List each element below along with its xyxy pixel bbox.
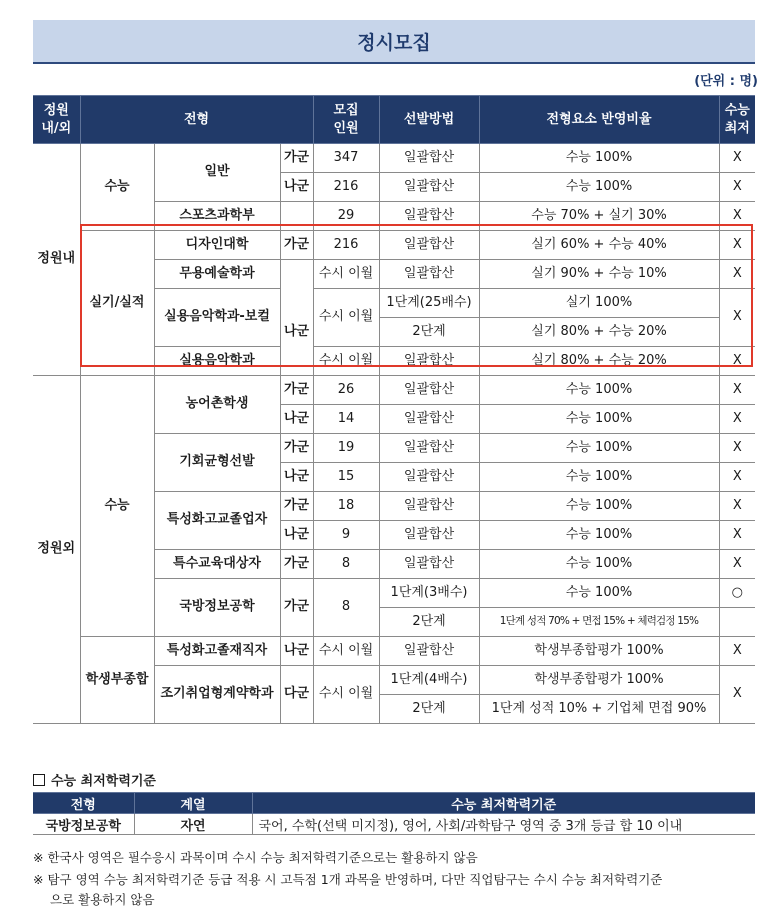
ratio-cell: 수능 100%: [479, 434, 719, 463]
ratio-cell: 실기 80% + 수능 20%: [479, 318, 719, 347]
method-cell: 일괄합산: [379, 260, 479, 289]
method-cell: 1단계(4배수): [379, 666, 479, 695]
group-cell: 가군: [280, 144, 313, 173]
count-cell: 수시 이월: [313, 347, 379, 376]
table-row: [33, 231, 755, 260]
method-cell: 일괄합산: [379, 521, 479, 550]
group-cell: 가군: [280, 550, 313, 579]
square-bullet-icon: [33, 774, 45, 786]
program-cell: 농어촌학생: [154, 376, 280, 434]
count-cell: 8: [313, 579, 379, 637]
criteria-field-cell: 자연: [134, 814, 252, 835]
category-cell: 수능: [80, 376, 154, 637]
group-cell: [280, 202, 313, 231]
ratio-cell: 수능 70% + 실기 30%: [479, 202, 719, 231]
ratio-cell: 학생부종합평가 100%: [479, 637, 719, 666]
count-cell: 9: [313, 521, 379, 550]
program-cell: 실용음악학과: [154, 347, 280, 376]
count-cell: 26: [313, 376, 379, 405]
count-cell: 수시 이월: [313, 289, 379, 347]
minimum-cell: X: [719, 173, 755, 202]
criteria-section-title: [33, 770, 156, 789]
ratio-cell: 수능 100%: [479, 550, 719, 579]
category-cell: 학생부종합: [80, 637, 154, 724]
count-cell: 216: [313, 231, 379, 260]
header-count: 모집 인원: [313, 96, 379, 144]
ratio-cell: 실기 60% + 수능 40%: [479, 231, 719, 260]
criteria-standard-cell: 국어, 수학(선택 미지정), 영어, 사회/과학탐구 영역 중 3개 등급 합 10 이내: [252, 814, 755, 835]
count-cell: 18: [313, 492, 379, 521]
group-cell: 다군: [280, 666, 313, 724]
method-cell: 일괄합산: [379, 173, 479, 202]
minimum-cell: X: [719, 463, 755, 492]
ratio-cell: 실기 100%: [479, 289, 719, 318]
method-cell: 2단계: [379, 608, 479, 637]
note-line: ※ 탐구 영역 수능 최저학력기준 등급 적용 시 고득점 1개 과목을 반영하며, 다만 직업탐구는 수시 수능 최저학력기준: [33, 872, 663, 887]
minimum-cell: X: [719, 260, 755, 289]
method-cell: 일괄합산: [379, 347, 479, 376]
ratio-cell: 실기 80% + 수능 20%: [479, 347, 719, 376]
group-cell: 가군: [280, 579, 313, 637]
program-cell: 특성화고졸재직자: [154, 637, 280, 666]
note-line: 으로 활용하지 않음: [50, 892, 155, 907]
program-cell: 실용음악학과-보컬: [154, 289, 280, 347]
program-cell: 특성화고교졸업자: [154, 492, 280, 550]
group-cell: 나군: [280, 405, 313, 434]
minimum-cell: X: [719, 550, 755, 579]
count-cell: 19: [313, 434, 379, 463]
program-cell: 일반: [154, 144, 280, 202]
header-minimum: 수능 최저: [719, 96, 755, 144]
group-cell: 가군: [280, 434, 313, 463]
ratio-cell: 수능 100%: [479, 521, 719, 550]
minimum-cell: X: [719, 231, 755, 260]
method-cell: 일괄합산: [379, 144, 479, 173]
table-row: [33, 144, 755, 173]
criteria-header-type: 전형: [33, 793, 134, 814]
method-cell: 일괄합산: [379, 231, 479, 260]
criteria-section-title-text: 수능 최저학력기준: [51, 774, 156, 789]
program-cell: 디자인대학: [154, 231, 280, 260]
header-quota: 정원 내/외: [33, 96, 80, 144]
header-ratio: 전형요소 반영비율: [479, 96, 719, 144]
table-row: [33, 637, 755, 666]
method-cell: 일괄합산: [379, 202, 479, 231]
program-cell: 조기취업형계약학과: [154, 666, 280, 724]
minimum-cell: X: [719, 405, 755, 434]
minimum-cell: X: [719, 347, 755, 376]
method-cell: 일괄합산: [379, 376, 479, 405]
table-row: [33, 376, 755, 405]
ratio-cell: 수능 100%: [479, 405, 719, 434]
table-header-row: [33, 96, 755, 144]
method-cell: 일괄합산: [379, 492, 479, 521]
count-cell: 8: [313, 550, 379, 579]
table-header-row: [33, 793, 755, 814]
minimum-cell: X: [719, 376, 755, 405]
category-cell: 실기/실적: [80, 231, 154, 376]
group-cell: 나군: [280, 260, 313, 376]
ratio-cell: 수능 100%: [479, 463, 719, 492]
count-cell: 216: [313, 173, 379, 202]
group-cell: 나군: [280, 173, 313, 202]
criteria-header-standard: 수능 최저학력기준: [252, 793, 755, 814]
ratio-cell: 수능 100%: [479, 579, 719, 608]
method-cell: 일괄합산: [379, 550, 479, 579]
criteria-type-cell: 국방정보공학: [33, 814, 134, 835]
minimum-cell: X: [719, 202, 755, 231]
method-cell: 일괄합산: [379, 463, 479, 492]
method-cell: 1단계(3배수): [379, 579, 479, 608]
page-title: 정시모집: [33, 20, 755, 64]
ratio-cell: 학생부종합평가 100%: [479, 666, 719, 695]
group-cell: 나군: [280, 521, 313, 550]
group-cell: 가군: [280, 231, 313, 260]
minimum-cell: X: [719, 289, 755, 347]
method-cell: 2단계: [379, 318, 479, 347]
minimum-cell: X: [719, 144, 755, 173]
criteria-header-field: 계열: [134, 793, 252, 814]
minimum-cell: X: [719, 521, 755, 550]
method-cell: 일괄합산: [379, 405, 479, 434]
minimum-cell: X: [719, 434, 755, 463]
ratio-cell: 1단계 성적 70% + 면접 15% + 체력검정 15%: [479, 608, 719, 637]
criteria-table: [33, 792, 755, 835]
method-cell: 1단계(25배수): [379, 289, 479, 318]
quota-cell: 정원외: [33, 376, 80, 724]
group-cell: 가군: [280, 376, 313, 405]
program-cell: 특수교육대상자: [154, 550, 280, 579]
minimum-cell: [719, 608, 755, 637]
quota-cell: 정원내: [33, 144, 80, 376]
method-cell: 일괄합산: [379, 434, 479, 463]
program-cell: 국방정보공학: [154, 579, 280, 637]
ratio-cell: 수능 100%: [479, 492, 719, 521]
minimum-cell: X: [719, 637, 755, 666]
group-cell: 나군: [280, 463, 313, 492]
minimum-cell: ○: [719, 579, 755, 608]
count-cell: 수시 이월: [313, 637, 379, 666]
admission-table: [33, 95, 755, 724]
ratio-cell: 수능 100%: [479, 173, 719, 202]
note-line: ※ 한국사 영역은 필수응시 과목이며 수시 수능 최저학력기준으로는 활용하지 않음: [33, 850, 478, 865]
ratio-cell: 실기 90% + 수능 10%: [479, 260, 719, 289]
count-cell: 15: [313, 463, 379, 492]
method-cell: 2단계: [379, 695, 479, 724]
count-cell: 14: [313, 405, 379, 434]
ratio-cell: 1단계 성적 10% + 기업체 면접 90%: [479, 695, 719, 724]
category-cell: 수능: [80, 144, 154, 231]
table-row: [33, 814, 755, 835]
header-type: 전형: [80, 96, 313, 144]
minimum-cell: X: [719, 666, 755, 724]
count-cell: 347: [313, 144, 379, 173]
group-cell: 가군: [280, 492, 313, 521]
count-cell: 29: [313, 202, 379, 231]
program-cell: 기회균형선발: [154, 434, 280, 492]
unit-label: (단위 : 명): [694, 74, 758, 89]
ratio-cell: 수능 100%: [479, 144, 719, 173]
group-cell: 나군: [280, 637, 313, 666]
program-cell: 무용예술학과: [154, 260, 280, 289]
minimum-cell: X: [719, 492, 755, 521]
count-cell: 수시 이월: [313, 666, 379, 724]
program-cell: 스포츠과학부: [154, 202, 280, 231]
ratio-cell: 수능 100%: [479, 376, 719, 405]
header-method: 선발방법: [379, 96, 479, 144]
count-cell: 수시 이월: [313, 260, 379, 289]
method-cell: 일괄합산: [379, 637, 479, 666]
